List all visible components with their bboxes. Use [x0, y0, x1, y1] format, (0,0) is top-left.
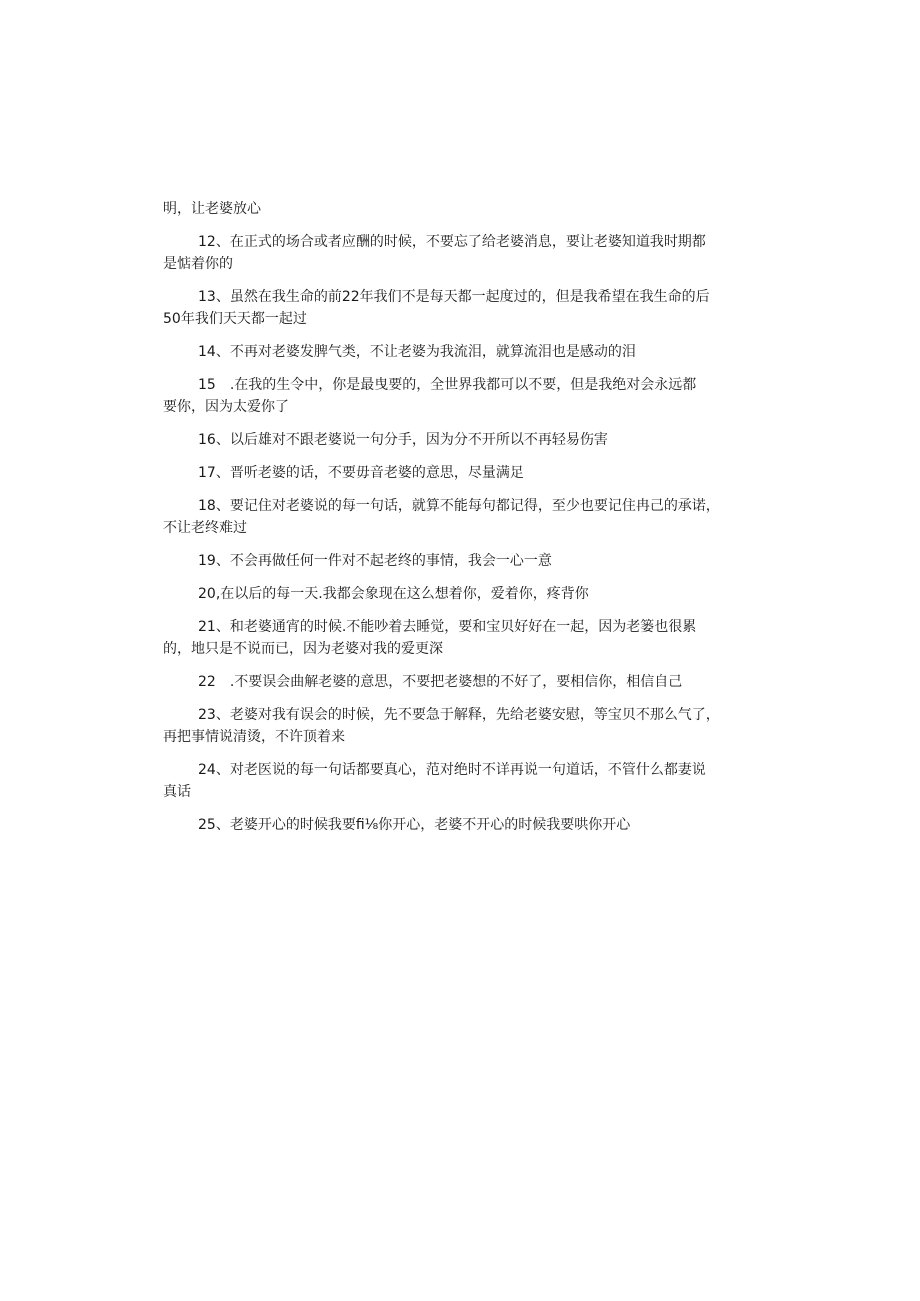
text-line: 明，让老婆放心 [163, 201, 261, 217]
paragraph-item-17 [163, 462, 759, 484]
text-line: 22 .不要误会曲解老婆的意思，不要把老婆想的不好了，要相信你，相信自己 [198, 674, 683, 690]
text-line: 再把事情说清烫，不许顶着来 [163, 729, 345, 745]
paragraph-item-14 [163, 341, 759, 363]
text-line: 是惦着你的 [163, 256, 233, 272]
text-line: 23、老婆对我有误会的时候，先不要急于解释，先给老婆安慰，等宝贝不那么气了， [198, 707, 720, 723]
text-line: 的，地只是不说而已，因为老婆对我的爱更深 [163, 641, 443, 657]
text-line: 24、对老医说的每一句话都要真心，范对绝时不详再说一句道话，不管什么都妻说 [198, 762, 706, 778]
paragraph-continuation [163, 198, 759, 220]
text-line: 13、虽然在我生命的前22年我们不是每天都一起度过的，但是我希望在我生命的后 [198, 289, 710, 305]
paragraph-item-25 [163, 814, 759, 836]
text-line: 12、在正式的场合或者应酬的时候，不要忘了给老婆消息，要让老婆知道我时期都 [198, 234, 706, 250]
text-line: 16、以后雄对不跟老婆说一句分手，因为分不开所以不再轻易伤害 [198, 432, 608, 448]
paragraph-item-13 [163, 286, 759, 330]
paragraph-item-18 [163, 495, 759, 539]
text-line: 14、不再对老婆发脾气类，不让老婆为我流泪，就算流泪也是感动的泪 [198, 344, 636, 360]
paragraph-item-20 [163, 583, 759, 605]
document-body [163, 198, 759, 836]
text-line: 50年我们天天都一起过 [163, 311, 307, 327]
text-line: 18、要记住对老婆说的每一句话，就算不能每句都记得，至少也要记住冉己的承诺， [198, 498, 720, 514]
paragraph-item-21 [163, 616, 759, 660]
text-line: 真话 [163, 784, 191, 800]
text-line: 25、老婆开心的时候我要fi⅛你开心，老婆不开心的时候我要哄你开心 [198, 817, 631, 833]
text-line: 17、晋听老婆的话，不要毋音老婆的意思，尽量满足 [198, 465, 524, 481]
paragraph-item-23 [163, 704, 759, 748]
paragraph-item-15 [163, 374, 759, 418]
paragraph-item-12 [163, 231, 759, 275]
text-line: 要你，因为太爱你了 [163, 399, 289, 415]
paragraph-item-16 [163, 429, 759, 451]
text-line: 20,在以后的每一天.我都会象现在这么想着你，爱着你，疼背你 [198, 586, 589, 602]
text-line: 15 .在我的生令中，你是最曳要的，全世界我都可以不要，但是我绝对会永远都 [198, 377, 697, 393]
paragraph-item-22 [163, 671, 759, 693]
text-line: 不让老终难过 [163, 520, 247, 536]
paragraph-item-24 [163, 759, 759, 803]
paragraph-item-19 [163, 550, 759, 572]
text-line: 21、和老婆通宵的时候.不能吵着去睡觉，要和宝贝好好在一起，因为老篓也很累 [198, 619, 697, 635]
text-line: 19、不会再做任何一件对不起老终的事情，我会一心一意 [198, 553, 552, 569]
